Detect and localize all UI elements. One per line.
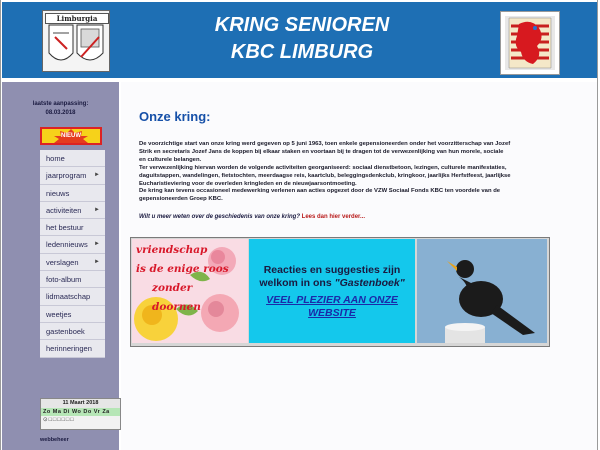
last-edit-label: laatste aanpassing: bbox=[32, 101, 89, 107]
nav-item-label: lidmaatschap bbox=[46, 292, 91, 302]
nav-item-jaarprogram[interactable] bbox=[40, 167, 105, 184]
guestbook-panel bbox=[249, 239, 415, 343]
nav-item-label: ledennieuws bbox=[46, 240, 88, 250]
read-more-link[interactable]: Lees dan hier verder... bbox=[301, 214, 366, 220]
badge-label: NIEUW bbox=[61, 133, 81, 139]
nav-item-verslagen[interactable] bbox=[40, 254, 105, 271]
nav-item-label: home bbox=[46, 154, 65, 163]
intro-paragraph: De voorzichtige start van onze kring werd gegeven op 5 juni 1963, toen enkele gepensioneerden onder het voorzitterschap van Jozef Strik en secretaris Jozef Jans de koppen bij elkaar staken en voortaan bij te dragen tot de verwezenlijking van hun morele, sociale en culturele belangen. bbox=[139, 141, 511, 163]
nav-item-label: foto-album bbox=[46, 275, 82, 285]
title-line-2: KBC LIMBURG bbox=[230, 41, 374, 63]
intro-paragraph: Ter verwezenlijking hiervan worden de volgende activiteiten georganiseerd: sociaal dienstbetoon, lezingen, culturele manifestaties, daguitstappen, wandelingen, fietstochten, meerdaagse reis, kaartclub, beleggingsdenkclub, kringkoor, jaarlijks Herfstfeest, jaarlijkse Eucharistieviering voor de overleden kringleden en de nieuwjaarsontmoeting. bbox=[139, 164, 511, 187]
limburg-lion-logo bbox=[500, 11, 560, 75]
nav-item-ledennieuws[interactable] bbox=[40, 236, 105, 253]
reactions-text bbox=[249, 264, 415, 290]
last-edit-date: 08.03.2018 bbox=[45, 110, 76, 116]
nav-item-lidmaatschap[interactable] bbox=[40, 288, 105, 305]
nav-item-label: herinneringen bbox=[46, 344, 92, 354]
blackbird-icon bbox=[417, 239, 547, 343]
quote-line: vriendschap bbox=[136, 244, 208, 256]
nav-item-het-bestuur[interactable] bbox=[40, 219, 105, 236]
intro-text bbox=[139, 141, 511, 204]
news-badge[interactable] bbox=[40, 127, 102, 145]
main-nav bbox=[40, 150, 105, 358]
fun-website-link[interactable] bbox=[249, 294, 415, 320]
guestbook-link[interactable]: "Gastenboek" bbox=[334, 277, 405, 289]
nav-item-label: jaarprogram bbox=[46, 171, 87, 181]
question-text: Wilt u meer weten over de geschiedenis van onze kring? bbox=[139, 214, 300, 220]
nav-item-label: activiteiten bbox=[46, 205, 82, 215]
nav-item-gastenboek[interactable] bbox=[40, 323, 105, 340]
nav-item-activiteiten[interactable] bbox=[40, 202, 105, 219]
site-title bbox=[152, 12, 452, 66]
submenu-arrow-icon: ► bbox=[94, 258, 100, 265]
submenu-arrow-icon: ► bbox=[94, 241, 100, 248]
coat-of-arms-icon bbox=[43, 23, 109, 71]
nav-item-label: weetjes bbox=[46, 309, 72, 319]
nav-item-herinneringen[interactable] bbox=[40, 340, 105, 357]
nav-item-home[interactable] bbox=[40, 150, 105, 167]
nav-item-nieuws[interactable] bbox=[40, 185, 105, 202]
submenu-arrow-icon: ► bbox=[94, 172, 100, 179]
submenu-arrow-icon: ► bbox=[94, 206, 100, 213]
calendar-weekdays: Zo Ma Di Wo Do Vr Za bbox=[41, 408, 120, 416]
reactions-line-1: Reacties en suggesties zijn bbox=[263, 264, 401, 276]
site-header bbox=[2, 2, 597, 78]
nav-item-label: verslagen bbox=[46, 257, 79, 267]
page-heading: Onze kring: bbox=[139, 109, 211, 124]
last-edit-info bbox=[2, 100, 119, 118]
nav-item-label: gastenboek bbox=[46, 326, 85, 336]
reactions-prefix: welkom in ons bbox=[259, 277, 332, 289]
calendar-widget bbox=[40, 398, 121, 430]
nav-item-weetjes[interactable] bbox=[40, 306, 105, 323]
blackbird-image bbox=[417, 239, 547, 343]
webmaster-link[interactable]: webbeheer bbox=[40, 437, 69, 443]
lion-icon bbox=[501, 12, 559, 74]
fun-link-line-1: VEEL PLEZIER AAN ONZE bbox=[266, 294, 398, 306]
limburgia-logo[interactable] bbox=[42, 10, 110, 72]
friendship-roses-image bbox=[132, 239, 248, 343]
reactions-line-2 bbox=[249, 277, 415, 290]
fun-link-line-2: WEBSITE bbox=[308, 307, 356, 319]
intro-paragraph: De kring kan tevens occasioneel medewerking verlenen aan acties opgezet door de VZW Sociaal Fonds KBC ten voordele van de gepensioneerden Groep KBC. bbox=[139, 188, 501, 203]
title-line-1: KRING SENIOREN bbox=[214, 14, 390, 36]
calendar-date: 11 Maart 2018 bbox=[41, 399, 120, 408]
quote-line: zonder doornen bbox=[152, 282, 201, 313]
history-question bbox=[139, 214, 365, 220]
friendship-quote bbox=[136, 241, 244, 317]
nav-item-label: nieuws bbox=[46, 188, 70, 198]
quote-line: is de enige roos bbox=[136, 263, 229, 275]
nav-item-foto-album[interactable] bbox=[40, 271, 105, 288]
calendar-day-cells[interactable]: ⊙□□□□□□ bbox=[43, 417, 75, 423]
nav-item-label: het bestuur bbox=[46, 223, 84, 233]
logo-caption: Limburgia bbox=[45, 13, 109, 24]
